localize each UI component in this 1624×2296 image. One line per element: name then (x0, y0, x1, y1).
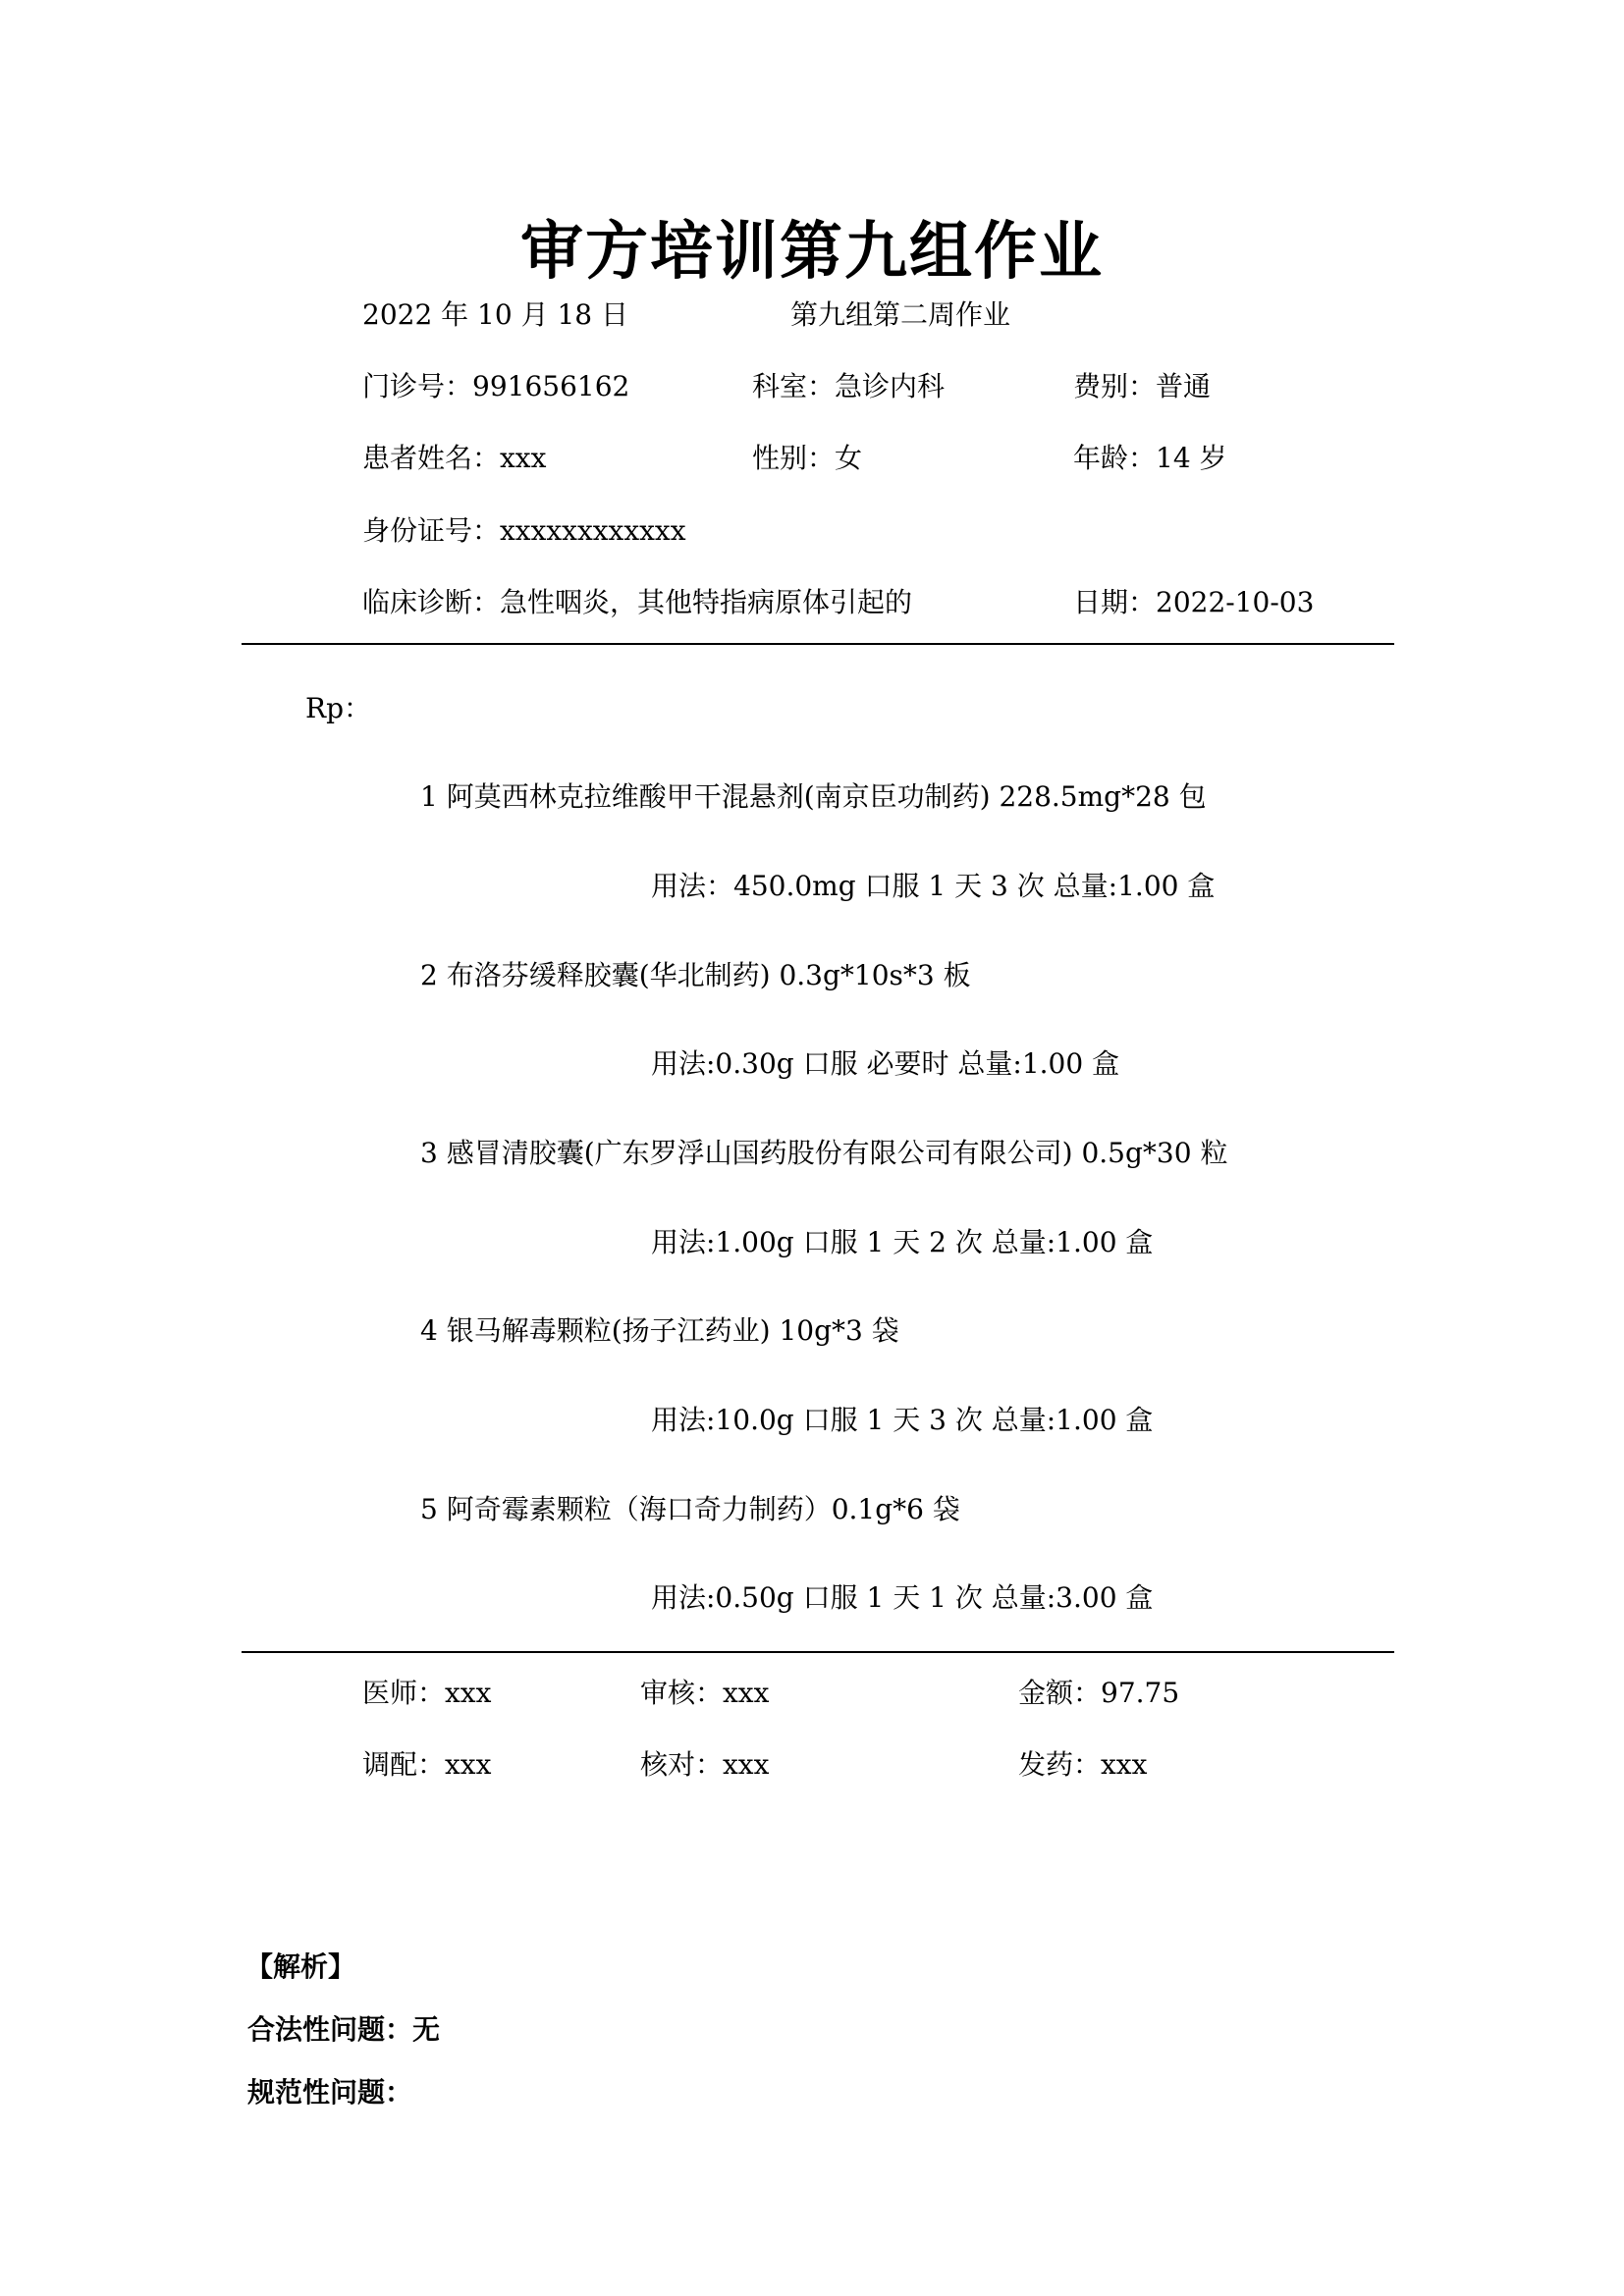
id-number: 身份证号：xxxxxxxxxxxx (362, 514, 686, 547)
legality-issue: 合法性问题：无 (247, 2013, 441, 2046)
drug-usage-5: 用法:0.50g 口服 1 天 1 次 总量:3.00 盒 (651, 1581, 1154, 1614)
header-subtitle: 第九组第二周作业 (790, 298, 1011, 331)
drug-usage-2: 用法:0.30g 口服 必要时 总量:1.00 盒 (651, 1047, 1120, 1080)
department: 科室：急诊内科 (752, 370, 946, 402)
header-date: 2022 年 10 月 18 日 (362, 298, 629, 331)
checker-signature: 核对：xxx (640, 1748, 770, 1781)
doctor-signature: 医师：xxx (362, 1677, 492, 1709)
dispenser-signature: 调配：xxx (362, 1748, 492, 1781)
analysis-heading: 【解析】 (245, 1950, 356, 1983)
page-title: 审方培训第九组作业 (520, 215, 1104, 289)
issuer-signature: 发药：xxx (1018, 1748, 1148, 1781)
fee-type: 费别：普通 (1073, 370, 1212, 402)
drug-usage-1: 用法：450.0mg 口服 1 天 3 次 总量:1.00 盒 (651, 870, 1216, 902)
standardization-issue: 规范性问题： (247, 2076, 413, 2109)
outpatient-number: 门诊号：991656162 (362, 370, 630, 402)
drug-item-3: 3 感冒清胶囊(广东罗浮山国药股份有限公司有限公司) 0.5g*30 粒 (420, 1137, 1228, 1169)
divider-bottom (242, 1651, 1394, 1653)
visit-date: 日期：2022-10-03 (1073, 586, 1315, 618)
drug-item-2: 2 布洛芬缓释胶囊(华北制药) 0.3g*10s*3 板 (420, 959, 971, 991)
clinical-diagnosis: 临床诊断：急性咽炎，其他特指病原体引起的 (362, 586, 913, 618)
reviewer-signature: 审核：xxx (640, 1677, 770, 1709)
drug-item-1: 1 阿莫西林克拉维酸甲干混悬剂(南京臣功制药) 228.5mg*28 包 (420, 780, 1207, 813)
patient-name: 患者姓名：xxx (362, 442, 547, 474)
amount: 金额：97.75 (1018, 1677, 1180, 1709)
rp-label: Rp： (305, 692, 372, 724)
patient-gender: 性别：女 (752, 442, 863, 474)
drug-item-5: 5 阿奇霉素颗粒（海口奇力制药）0.1g*6 袋 (420, 1493, 960, 1525)
drug-usage-3: 用法:1.00g 口服 1 天 2 次 总量:1.00 盒 (651, 1226, 1154, 1258)
divider-top (242, 643, 1394, 645)
drug-usage-4: 用法:10.0g 口服 1 天 3 次 总量:1.00 盒 (651, 1404, 1154, 1436)
drug-item-4: 4 银马解毒颗粒(扬子江药业) 10g*3 袋 (420, 1314, 899, 1347)
patient-age: 年龄：14 岁 (1073, 442, 1227, 474)
